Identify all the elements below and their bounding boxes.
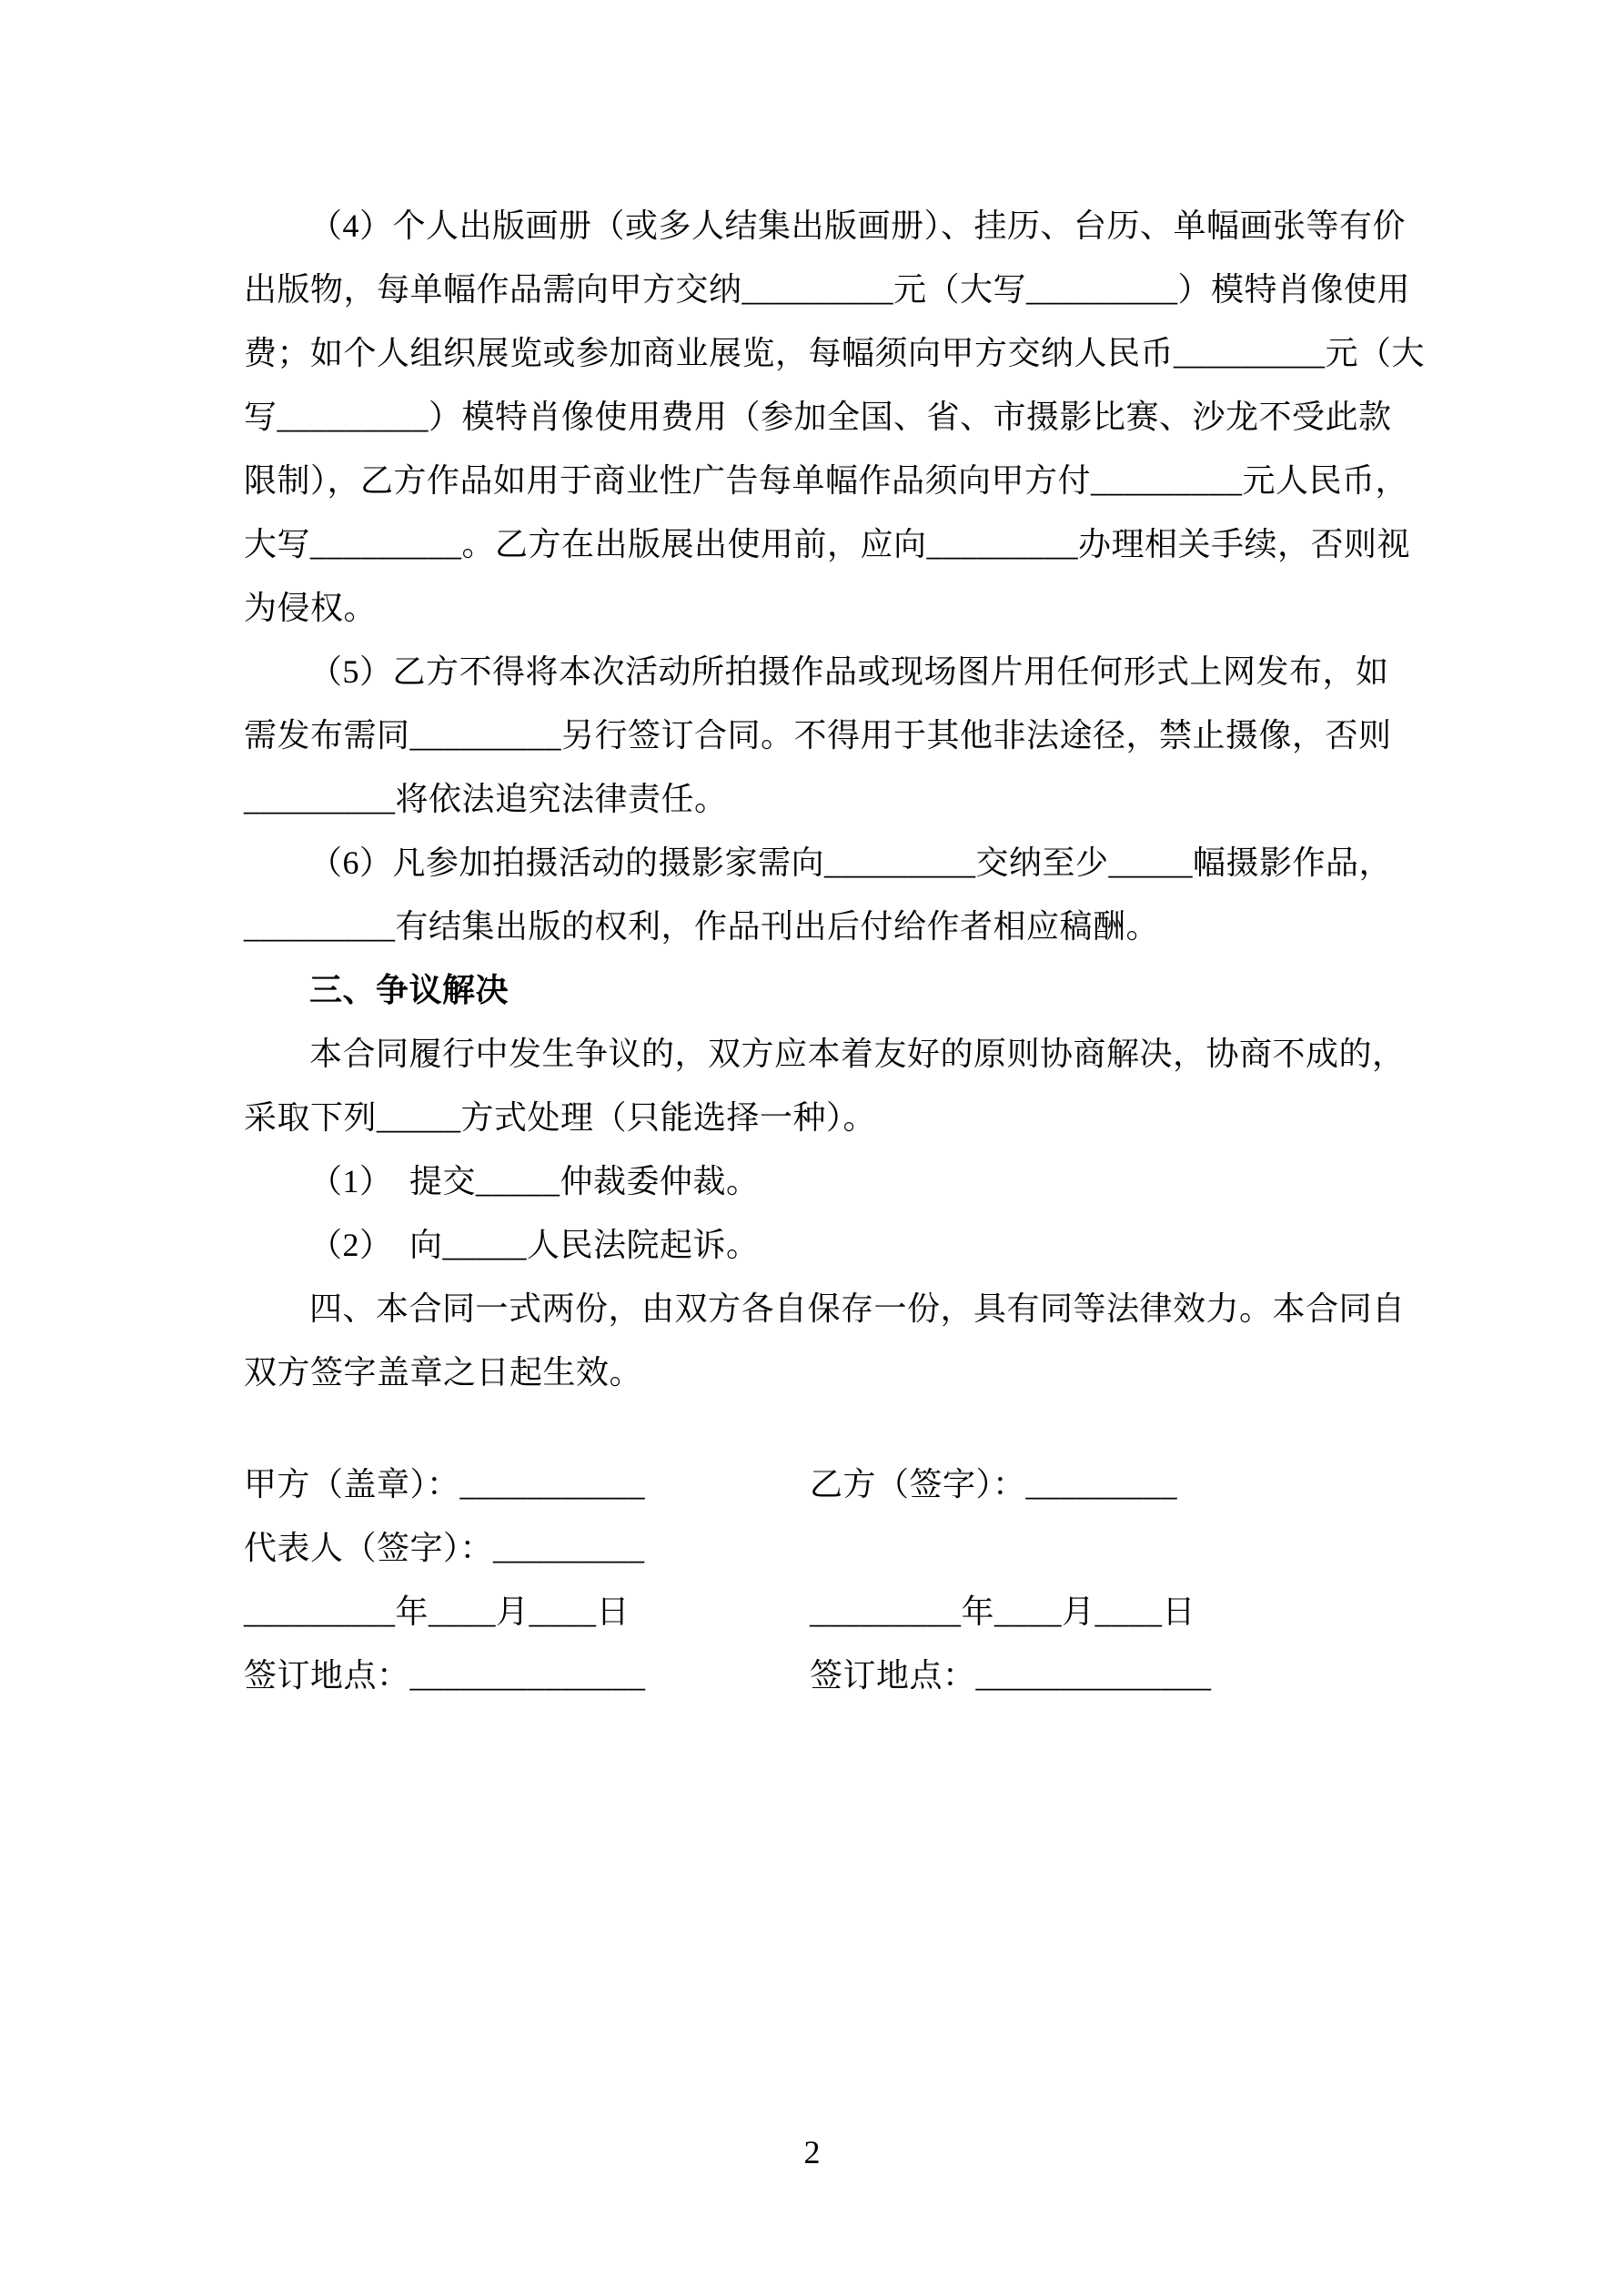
signature-block-gap <box>244 1404 1399 1452</box>
representative-sign-label: 代表人（签字）：_________ <box>244 1530 645 1566</box>
dispute-paragraph-line: 采取下列_____方式处理（只能选择一种）。 <box>244 1099 877 1136</box>
section-4-line: 四、本合同一式两份，由双方各自保存一份，具有同等法律效力。本合同自 <box>309 1290 1406 1327</box>
section-heading-dispute-resolution: 三、争议解决 <box>309 972 509 1008</box>
clause-6-line: （6）凡参加拍摄活动的摄影家需向_________交纳至少_____幅摄影作品， <box>309 845 1393 881</box>
party-b-sign-label: 乙方（签字）：_________ <box>810 1466 1178 1502</box>
signature-row <box>244 1580 1399 1644</box>
contract-body <box>244 194 1426 1707</box>
signature-row <box>244 1452 1399 1516</box>
date-line-party-b: _________年____月____日 <box>810 1593 1195 1630</box>
clause-5-line: 需发布需同_________另行签订合同。不得用于其他非法途径，禁止摄像，否则 <box>244 717 1392 754</box>
signing-place-party-a: 签订地点：______________ <box>244 1657 646 1694</box>
dispute-option-court: （2） 向_____人民法院起诉。 <box>309 1227 760 1263</box>
page-number: 2 <box>803 2134 821 2170</box>
clause-6-line: _________有结集出版的权利，作品刊出后付给作者相应稿酬。 <box>244 908 1160 945</box>
signature-row <box>244 1644 1399 1707</box>
signature-row <box>244 1516 1399 1580</box>
clause-4-line: 限制），乙方作品如用于商业性广告每单幅作品须向甲方付_________元人民币， <box>244 462 1409 499</box>
dispute-paragraph-line: 本合同履行中发生争议的，双方应本着友好的原则协商解决，协商不成的， <box>309 1036 1406 1072</box>
dispute-option-arbitration: （1） 提交_____仲裁委仲裁。 <box>309 1163 760 1199</box>
party-a-seal-label: 甲方（盖章）：___________ <box>244 1466 646 1502</box>
clause-4-line: 费；如个人组织展览或参加商业展览，每幅须向甲方交纳人民币_________元（大 <box>244 335 1426 371</box>
clause-4-line: （4）个人出版画册（或多人结集出版画册）、挂历、台历、单幅画张等有价 <box>309 207 1407 244</box>
clause-4-line: 为侵权。 <box>244 590 378 626</box>
clause-5-line: _________将依法追究法律责任。 <box>244 781 728 817</box>
clause-4-line: 写_________）模特肖像使用费用（参加全国、省、市摄影比赛、沙龙不受此款 <box>244 399 1392 435</box>
signing-place-party-b: 签订地点：______________ <box>810 1657 1212 1694</box>
date-line-party-a: _________年____月____日 <box>244 1593 630 1630</box>
clause-4-line: 出版物，每单幅作品需向甲方交纳_________元（大写_________）模特肖像使用 <box>244 271 1411 308</box>
clause-4-line: 大写_________。乙方在出版展出使用前，应向_________办理相关手续，否则视 <box>244 526 1411 562</box>
clause-5-line: （5）乙方不得将本次活动所拍摄作品或现场图片用任何形式上网发布，如 <box>309 653 1389 690</box>
section-4-line: 双方签字盖章之日起生效。 <box>244 1354 643 1391</box>
